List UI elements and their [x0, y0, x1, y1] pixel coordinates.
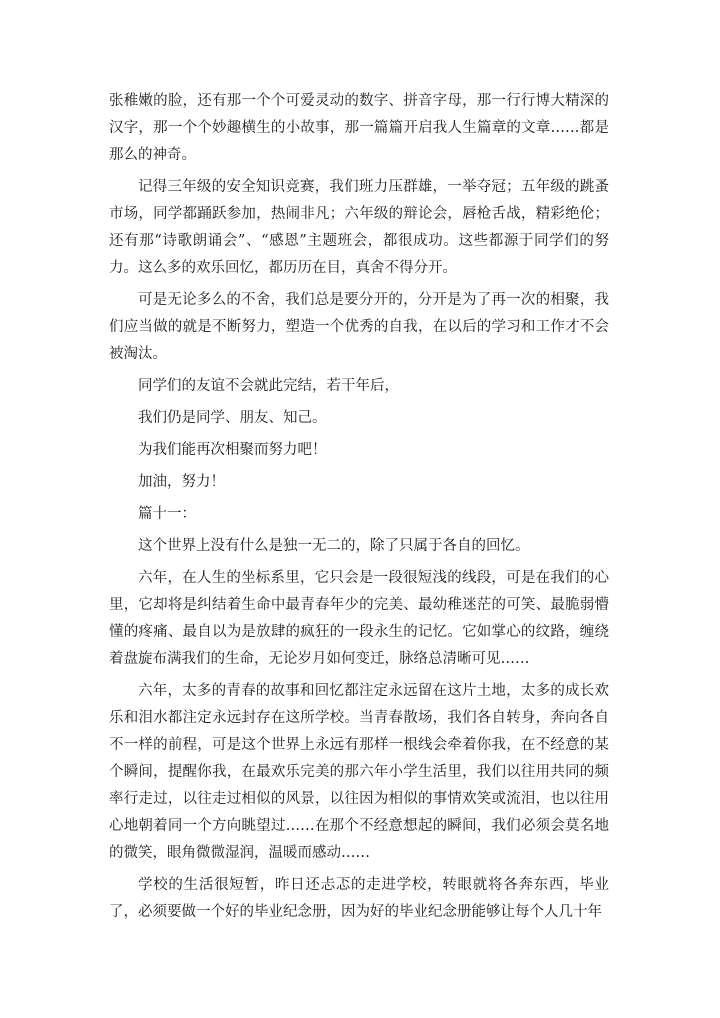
- section-heading-eleven: 篇十一：: [138, 506, 196, 522]
- line-reunion: 为我们能再次相聚而努力吧！: [138, 442, 327, 458]
- line-still-classmates: 我们仍是同学、朋友、知己。: [138, 410, 327, 426]
- paragraph-parting: 可是无论多么的不舍，我们总是要分开的，分开是为了再一次的相聚，我们应当做的就是不断努力，塑造一个优秀的自我，在以后的学习和工作才不会被淘汰。: [109, 292, 609, 362]
- line-friendship: 同学们的友谊不会就此完结，若干年后，: [138, 378, 399, 394]
- document-body: [109, 88, 609, 931]
- paragraph-six-years-coordinate: 六年，在人生的坐标系里，它只会是一段很短浅的线段，可是在我们的心里，它却将是纠结着生命中最青春年少的完美、最幼稚迷茫的可笑、最脆弱懵懂的疼痛、最自以为是放肆的疯狂的一段永生的记忆。它如掌心的纹路，缠绕着盘旋布满我们的生命，无论岁月如何变迁，脉络总清晰可见……: [109, 570, 609, 667]
- paragraph-competition-memories: 记得三年级的安全知识竞赛，我们班力压群雄，一举夺冠；五年级的跳蚤市场，同学都踊跃参加，热闹非凡；六年级的辩论会，唇枪舌战，精彩绝伦；还有那“诗歌朗诵会”、“感恩”主题班会，都很成功。这些都源于同学们的努力。这么多的欢乐回忆，都历历在目，真舍不得分开。: [109, 179, 609, 276]
- paragraph-school-life: 学校的生活很短暂，昨日还忐忑的走进学校，转眼就将各奔东西，毕业了，必须要做一个好的毕业纪念册，因为好的毕业纪念册能够让每个人几十年: [109, 877, 609, 920]
- paragraph-unique-memories: 这个世界上没有什么是独一无二的，除了只属于各自的回忆。: [138, 538, 530, 554]
- paragraph-continued: 张稚嫩的脸，还有那一个个可爱灵动的数字、拼音字母，那一行行博大精深的汉字，那一个个妙趣横生的小故事，那一篇篇开启我人生篇章的文章……都是那么的神奇。: [109, 93, 609, 163]
- paragraph-six-years-stories: 六年，太多的青春的故事和回忆都注定永远留在这片土地，太多的成长欢乐和泪水都注定永远封存在这所学校。当青春散场，我们各自转身，奔向各自不一样的前程，可是这个世界上永远有那样一根线会牵着你我，在不经意的某个瞬间，提醒你我，在最欢乐完美的那六年小学生活里，我们以往用共同的频率行走过，以往走过相似的风景，以往因为相似的事情欢笑或流泪，也以往用心地朝着同一个方向眺望过……在那个不经意想起的瞬间，我们必须会莫名地的微笑，眼角微微湿润，温暖而感动……: [109, 683, 609, 861]
- line-cheer: 加油，努力！: [138, 474, 225, 490]
